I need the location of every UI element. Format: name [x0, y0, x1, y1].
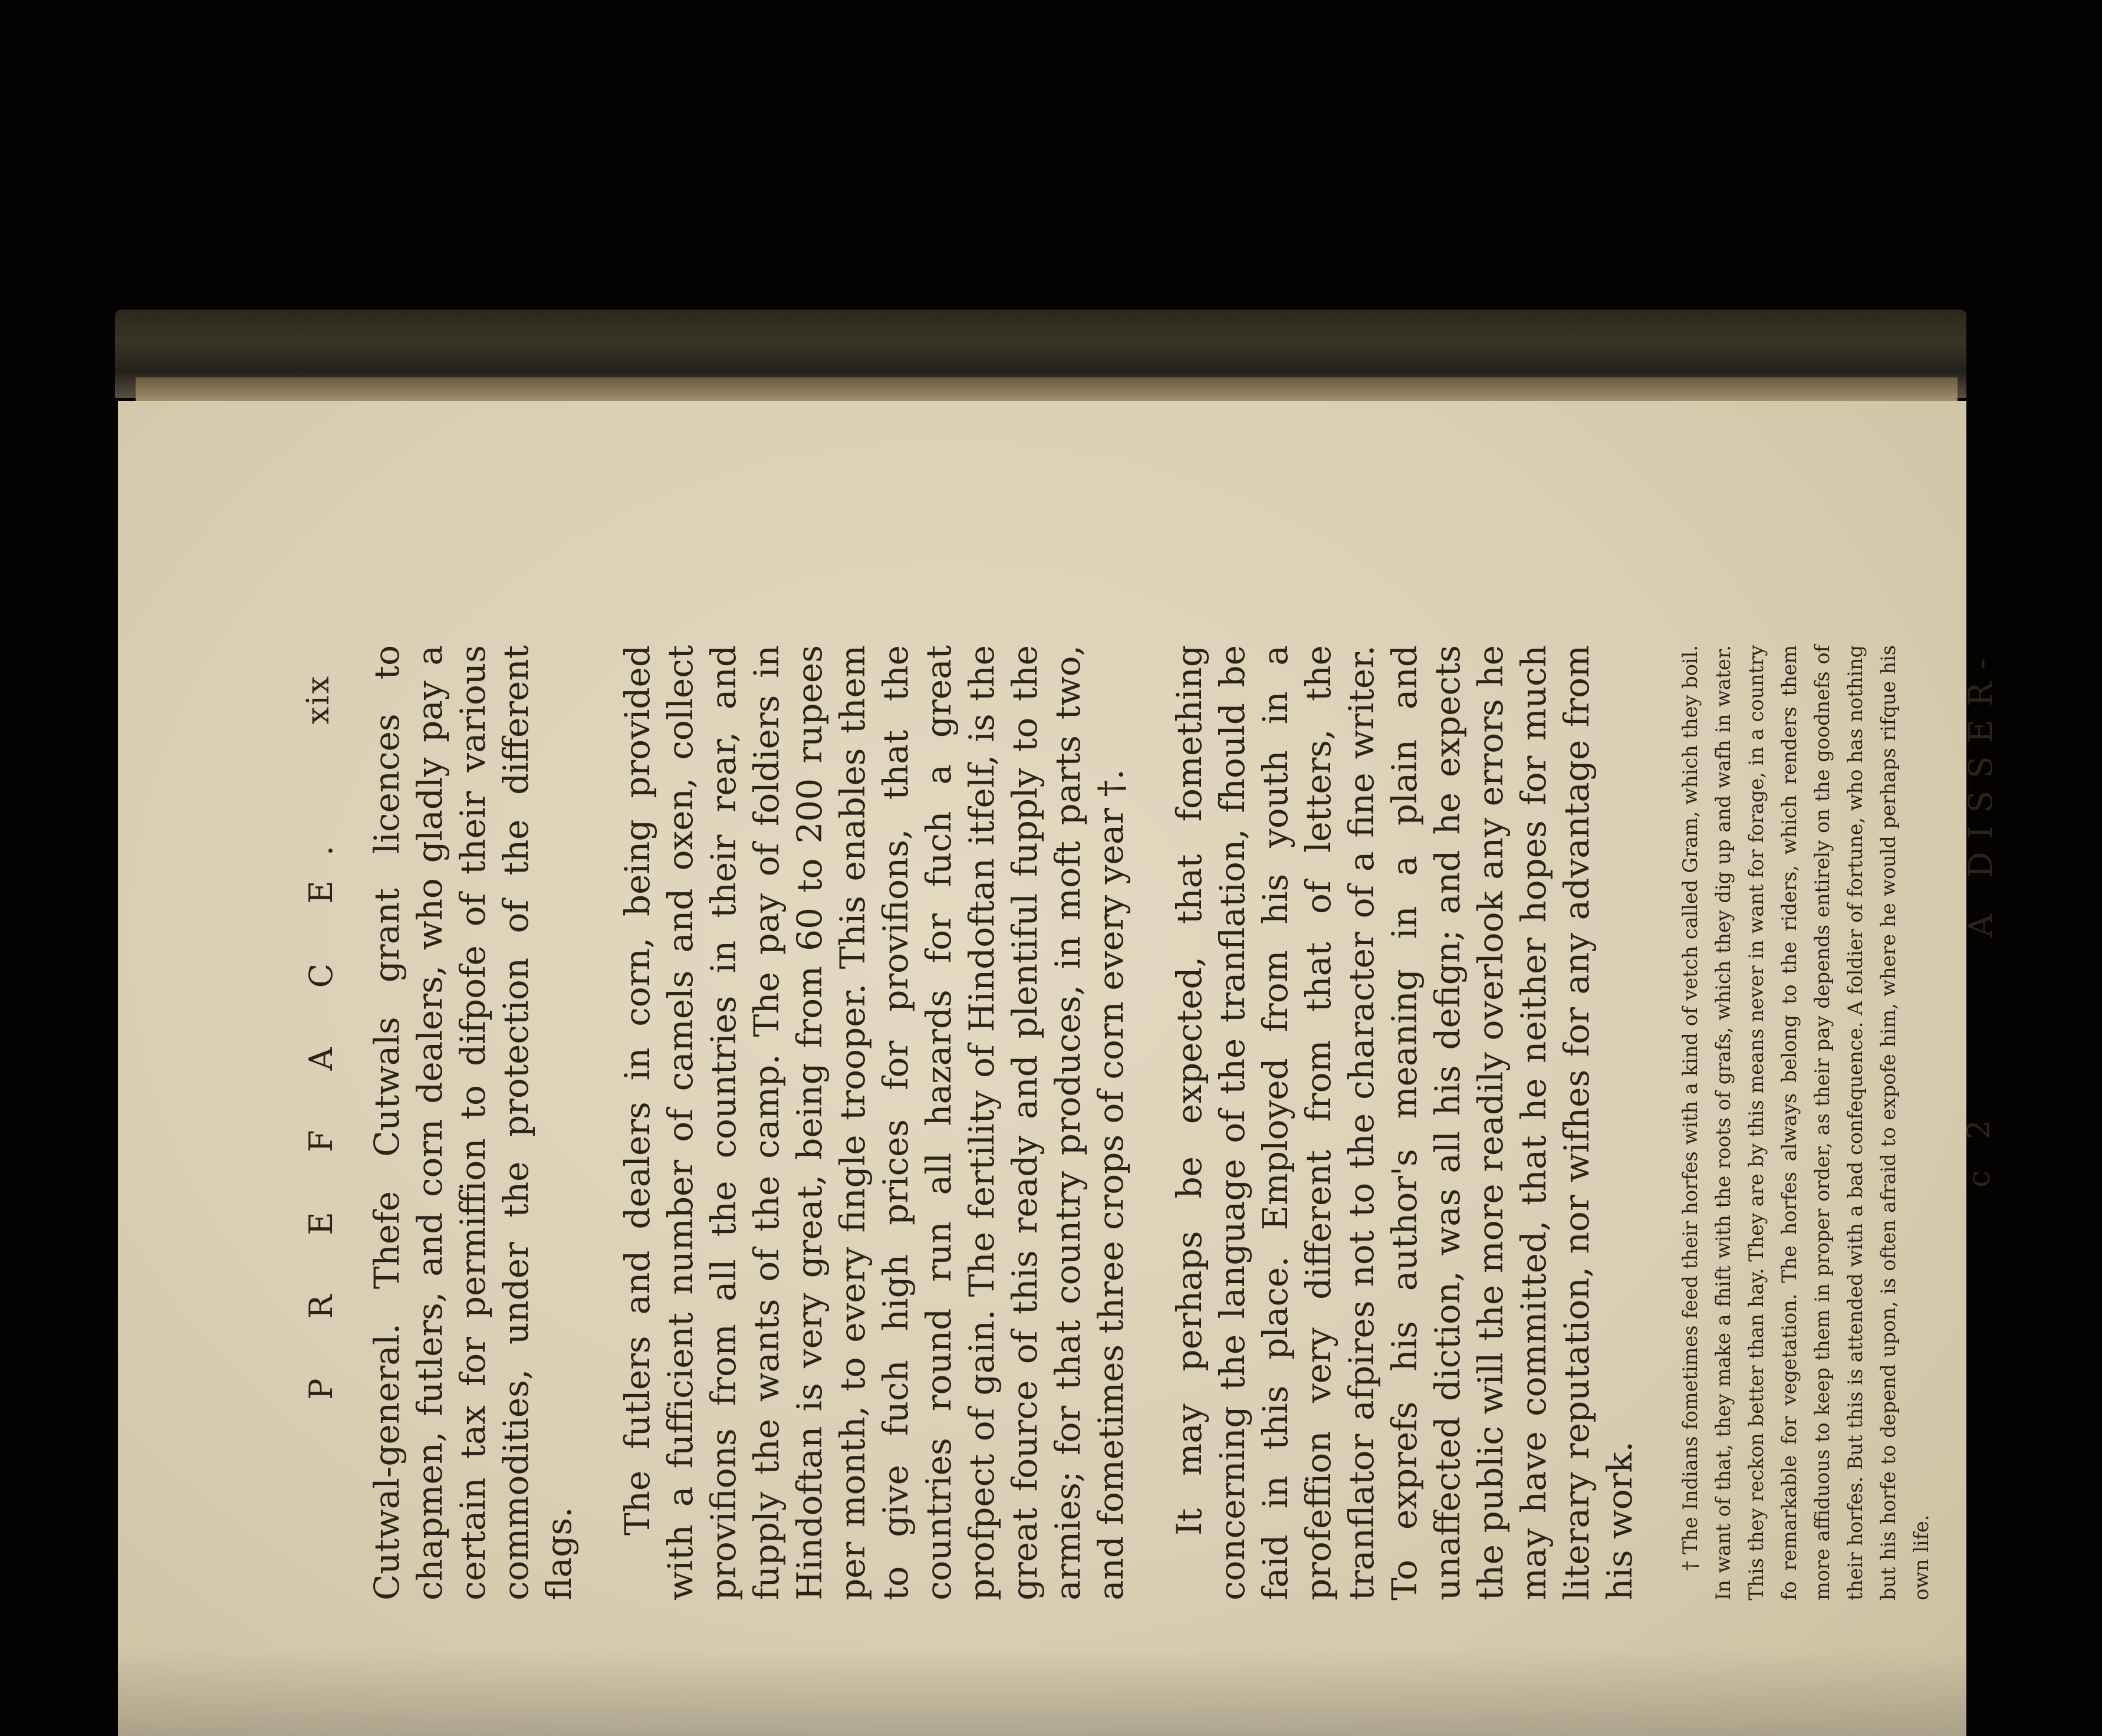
rotated-page-content [118, 401, 1999, 1736]
catchword: A DISSER- [1962, 645, 1999, 938]
book-page [118, 401, 1999, 1736]
paragraph-1: Cutwal-general. Thefe Cutwals grant licences to chapmen, futlers, and corn dealers, who gladly pay a certain tax for permiffion to difpofe of their various commodities, under the protection of the different flags. [367, 645, 579, 1600]
page-stack-edge [136, 377, 1958, 404]
paragraph-2: The futlers and dealers in corn, being provided with a fufficient number of camels and oxen, collect provifions from all the countries in their rear, and fupply the wants of the camp. The pay of foldiers in Hindoftan is very great, being from 60 to 200 rupees per month, to every fingle trooper. This enables them to give fuch high prices for provifions, that the countries round run all hazards for fuch a great profpect of gain. The fertility of Hindoftan itfelf, is the great fource of this ready and plentiful fupply to the armies; for that country produces, in moft parts two, and fometimes three crops of corn every year †. [617, 645, 1131, 1600]
page-shadow [118, 1648, 1966, 1736]
signature-mark: c 2 [1962, 1109, 1997, 1188]
page-footer [1962, 645, 2009, 1600]
page-number: xix [301, 675, 336, 725]
footnote: † The Indians fometimes feed their horfes with a kind of vetch called Gram, which they boil. In want of that, they make a fhift with the roots of grafs, which they dig up and wafh in water. This they reckon better than hay. They are by this means never in want for forage, in a country fo remarkable for vegetation. The horfes always belong to the riders, which renders them more affiduous to keep them in proper order, as their pay depends entirely on the goodnefs of their horfes. But this is attended with a bad confequence. A foldier of fortune, who has nothing but his horfe to depend upon, is often afraid to expofe him, where he would perhaps rifque his own life. [1679, 645, 1933, 1600]
text-block [301, 645, 2009, 1600]
paragraph-3: It may perhaps be expected, that fomething concerning the language of the tranflation, fhould be faid in this place. Employed from his youth in a profeffion very different from that of letters, the tranflator afpires not to the character of a fine writer. To exprefs his author's meaning in a plain and unaffected diction, was all his defign; and he expects the public will the more readily overlook any errors he may have committed, that he neither hopes for much literary reputation, nor wifhes for any advantage from his work. [1169, 645, 1640, 1600]
running-head: P R E F A C E. [302, 821, 340, 1400]
